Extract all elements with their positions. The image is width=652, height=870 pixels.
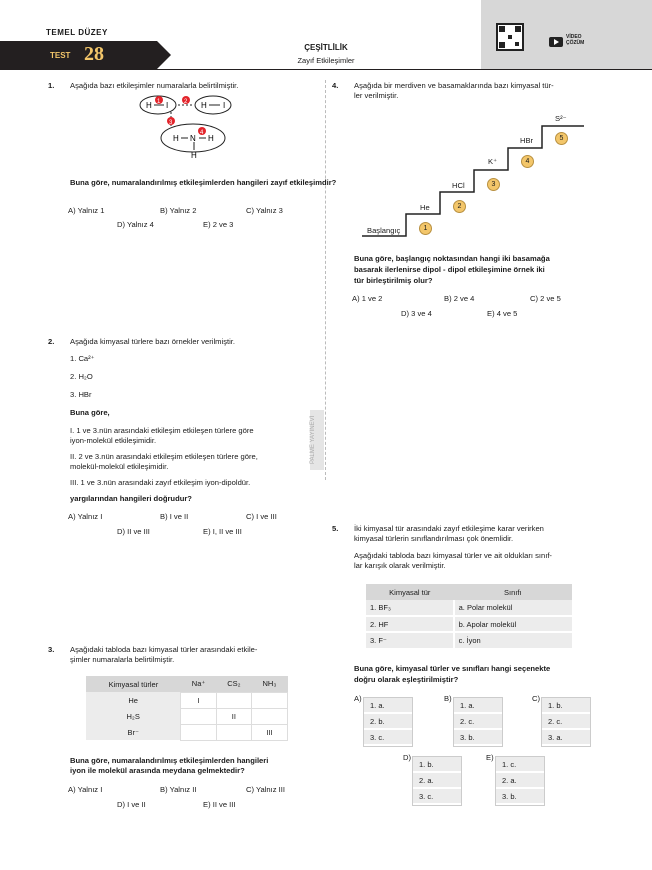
step-number-4: 4 [521, 155, 534, 168]
q3-question-1: Buna göre, numaralandırılmış etkileşimlerden hangileri [70, 756, 269, 765]
svg-text:1: 1 [157, 99, 161, 105]
svg-text:3: 3 [169, 120, 173, 126]
atom-h2: H [201, 101, 207, 110]
q5-stem-1: İki kimyasal tür arasındaki zayıf etkileşime karar verirken [354, 524, 544, 533]
q5-stem-4: lar karışık olarak verilmiştir. [354, 561, 446, 570]
q5-option-b[interactable]: 1. a. 2. c. 3. b. [453, 697, 503, 747]
svg-text:4: 4 [200, 130, 204, 136]
q2-item-2: 2. H₂O [70, 372, 93, 381]
q3-header-2: CS₂ [216, 676, 251, 692]
q4-question-2: basarak ilerlenirse dipol - dipol etkileşimine örnek iki [354, 265, 545, 274]
q4-option-c[interactable]: C) 2 ve 5 [530, 294, 561, 303]
atom-h4: H [208, 134, 214, 143]
q4-stem-2: ler verilmiştir. [354, 91, 399, 100]
atom-n: N [190, 134, 196, 143]
q3-header-1: Na⁺ [181, 676, 216, 692]
q3-stem-2: şimler numaralarla belirtilmiştir. [70, 655, 175, 664]
q5-cell: c. İyon [454, 632, 572, 648]
q5-stem-3: Aşağıdaki tabloda bazı kimyasal türler ve ait oldukları sınıf- [354, 551, 552, 560]
q1-number: 1. [48, 81, 55, 90]
q5-cell: 2. HF [370, 619, 389, 629]
step-he: He [420, 203, 430, 212]
step-number-5: 5 [555, 132, 568, 145]
atom-h1: H [146, 101, 152, 110]
q5-cell: b. Apolar molekül [454, 616, 572, 632]
page-title: ÇEŞİTLİLİK [304, 43, 348, 52]
atom-h3: H [173, 134, 179, 143]
step-number-2: 2 [453, 200, 466, 213]
q5-question-2: doğru olarak eşleştirilmiştir? [354, 675, 459, 684]
step-start: Başlangıç [367, 226, 401, 235]
q3-option-d[interactable]: D) I ve II [117, 800, 146, 809]
q4-option-a[interactable]: A) 1 ve 2 [352, 294, 383, 303]
q3-number: 3. [48, 645, 55, 654]
q5-option-c[interactable]: 1. b. 2. c. 3. a. [541, 697, 591, 747]
video-solution-label[interactable]: VİDEO ÇÖZÜM [566, 34, 585, 46]
q1-option-a[interactable]: A) Yalnız 1 [68, 206, 105, 215]
q5-option-b-label[interactable]: B) [444, 694, 452, 703]
q1-option-b[interactable]: B) Yalnız 2 [160, 206, 197, 215]
q2-question: yargılarından hangileri doğrudur? [70, 494, 192, 503]
header-divider [0, 69, 652, 70]
q2-item-1: 1. Ca²⁺ [70, 354, 95, 363]
q4-number: 4. [332, 81, 339, 90]
step-hcl: HCl [452, 181, 465, 190]
q5-header-0: Kimyasal tür [389, 587, 431, 597]
q2-option-a[interactable]: A) Yalnız I [68, 512, 103, 521]
q5-stem-2: kimyasal türlerin sınıflandırılması çok önemlidir. [354, 534, 514, 543]
q1-option-e[interactable]: E) 2 ve 3 [203, 220, 234, 229]
q2-option-b[interactable]: B) I ve II [160, 512, 189, 521]
q1-question: Buna göre, numaralandırılmış etkileşimlerden hangileri zayıf etkileşimdir? [70, 178, 337, 187]
q3-cell: III [251, 724, 287, 740]
q2-option-e[interactable]: E) I, II ve III [203, 527, 242, 536]
q4-option-e[interactable]: E) 4 ve 5 [487, 309, 518, 318]
q5-table [366, 584, 572, 648]
svg-text:2: 2 [184, 99, 188, 105]
atom-i2: I [223, 101, 226, 110]
q5-option-e-label[interactable]: E) [486, 753, 494, 762]
q3-cell: He [86, 692, 181, 708]
q3-option-c[interactable]: C) Yalnız III [246, 785, 285, 794]
q3-option-a[interactable]: A) Yalnız I [68, 785, 103, 794]
q3-option-e[interactable]: E) II ve III [203, 800, 236, 809]
q5-option-d-label[interactable]: D) [403, 753, 412, 762]
atom-i1: I [166, 101, 169, 110]
q5-header-1: Sınıfı [504, 587, 522, 597]
atom-h5: H [191, 151, 197, 160]
q4-option-b[interactable]: B) 2 ve 4 [444, 294, 475, 303]
q5-option-d[interactable]: 1. b. 2. a. 3. c. [412, 756, 462, 806]
q2-option-d[interactable]: D) II ve III [117, 527, 150, 536]
page-subtitle: Zayıf Etkileşimler [297, 56, 355, 65]
q2-statement-2b: molekül-molekül etkileşimidir. [70, 462, 169, 471]
q3-table [86, 676, 288, 741]
q1-molecule-diagram [138, 94, 238, 164]
q5-option-a-label[interactable]: A) [354, 694, 362, 703]
side-watermark: PALME YAYINEVİ [310, 410, 324, 470]
q4-question-1: Buna göre, başlangıç noktasından hangi iki basamağa [354, 254, 550, 263]
step-number-1: 1 [419, 222, 432, 235]
step-number-3: 3 [487, 178, 500, 191]
q5-cell: 1. BF₃ [370, 603, 391, 612]
step-k: K⁺ [488, 157, 498, 166]
q1-option-c[interactable]: C) Yalnız 3 [246, 206, 283, 215]
q3-cell: Br⁻ [86, 724, 181, 740]
q2-stem: Aşağıda kimyasal türlere bazı örnekler verilmiştir. [70, 337, 236, 346]
q5-question-1: Buna göre, kimyasal türler ve sınıfları hangi seçenekte [354, 664, 551, 673]
q5-option-c-label[interactable]: C) [532, 694, 541, 703]
q3-stem-1: Aşağıdaki tabloda bazı kimyasal türler arasındaki etkile- [70, 645, 258, 654]
q3-cell: I [181, 692, 216, 708]
column-divider [325, 80, 326, 480]
q5-cell: 3. F⁻ [370, 636, 387, 645]
q2-lead: Buna göre, [70, 408, 110, 417]
q2-statement-1a: I. 1 ve 3.nün arasındaki etkileşim etkileşen türlere göre [70, 426, 254, 435]
q3-header-3: NH₃ [251, 676, 287, 692]
q3-question-2: iyon ile molekül arasında meydana gelmektedir? [70, 766, 245, 775]
q5-option-a[interactable]: 1. a. 2. b. 3. c. [363, 697, 413, 747]
q3-cell: H₂S [86, 708, 181, 724]
q2-statement-3: III. 1 ve 3.nün arasındaki zayıf etkileşim iyon-dipoldür. [70, 478, 251, 487]
q5-option-e[interactable]: 1. c. 2. a. 3. b. [495, 756, 545, 806]
q5-cell: a. Polar molekül [454, 600, 572, 616]
q2-statement-1b: iyon-molekül etkileşimidir. [70, 436, 157, 445]
q3-header-0: Kimyasal türler [86, 676, 181, 692]
step-hbr: HBr [520, 136, 534, 145]
test-number: 28 [84, 43, 104, 65]
q2-item-3: 3. HBr [70, 390, 92, 399]
q4-option-d[interactable]: D) 3 ve 4 [401, 309, 432, 318]
q4-stem-1: Aşağıda bir merdiven ve basamaklarında bazı kimyasal tür- [354, 81, 554, 90]
q1-option-d[interactable]: D) Yalnız 4 [117, 220, 154, 229]
level-label: TEMEL DÜZEY [46, 28, 108, 37]
step-s: S²⁻ [555, 114, 567, 123]
q2-option-c[interactable]: C) I ve III [246, 512, 277, 521]
q4-question-3: tür birleştirilmiş olur? [354, 276, 433, 285]
q3-cell: II [216, 708, 251, 724]
q4-staircase [362, 116, 588, 244]
q2-statement-2a: II. 2 ve 3.nün arasındaki etkileşim etkileşen türlere göre, [70, 452, 258, 461]
test-label: TEST [50, 51, 71, 60]
q5-number: 5. [332, 524, 339, 533]
q2-number: 2. [48, 337, 55, 346]
q1-stem: Aşağıda bazı etkileşimler numaralarla belirtilmiştir. [70, 81, 239, 90]
q3-option-b[interactable]: B) Yalnız II [160, 785, 197, 794]
